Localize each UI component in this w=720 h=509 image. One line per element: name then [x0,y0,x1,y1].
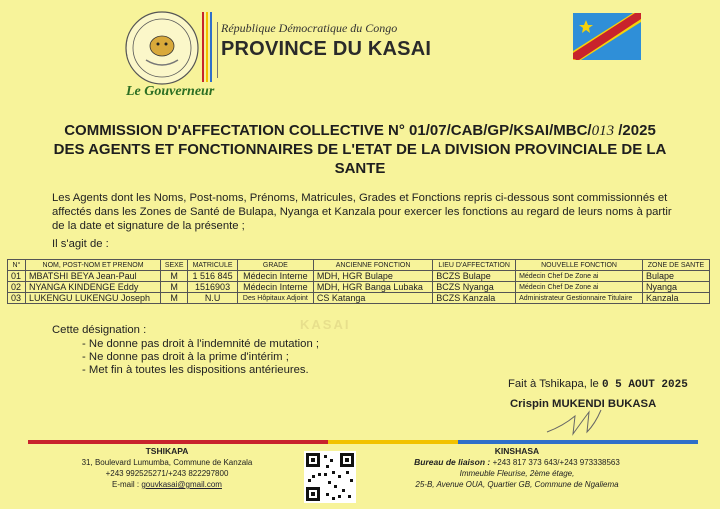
table-cell: CS Katanga [313,293,432,304]
table-cell: Médecin Chef De Zone ai [516,271,643,282]
footer-address: 31, Boulevard Lumumba, Commune de Kanzala [81,458,253,467]
list-item: - Met fin à toutes les dispositions antérieures. [82,364,319,377]
designation-label: Cette désignation : [52,324,147,336]
handwritten-number: 013 [591,123,615,139]
signatory-name: Crispin MUKENDI BUKASA [510,398,657,410]
footer-address: 25-B, Avenue OUA, Quartier GB, Commune de Ngaliema [415,480,619,489]
column-header: N° [8,260,26,271]
republic-name: République Démocratique du Congo [221,21,398,35]
footer-bar-blue [458,440,698,444]
province-name: PROVINCE DU KASAI [221,38,432,60]
email-link[interactable]: gouvkasai@gmail.com [141,480,222,489]
table-cell: Médecin Chef De Zone ai [516,282,643,293]
list-item: - Ne donne pas droit à l'indemnité de mutation ; [82,338,319,351]
column-header: MATRICULE [188,260,238,271]
table-cell: MDH, HGR Banga Lubaka [313,282,432,293]
document-title-line3: SANTE [334,160,386,177]
table-cell: Nyanga [642,282,709,293]
qr-code-icon [304,451,356,503]
table-cell: Des Hôpitaux Adjoint [237,293,313,304]
list-lead: Il s'agit de : [52,238,109,250]
list-item: - Ne donne pas droit à la prime d'intérim ; [82,351,319,364]
table-cell: 01 [8,271,26,282]
table-cell: BCZS Bulape [433,271,516,282]
column-header: SEXE [161,260,188,271]
governor-label: Le Gouverneur [126,84,215,99]
table-cell: 03 [8,293,26,304]
footer-tshikapa: TSHIKAPA 31, Boulevard Lumumba, Commune de Kanzala +243 992525271/+243 822297800 E-mail : gouvkasai@gmail.com [81,446,253,489]
footer-phones: +243 992525271/+243 822297800 [105,469,229,478]
column-header: NOM, POST-NOM ET PRENOM [25,260,160,271]
table-header-row [8,260,710,271]
table-cell: M [161,282,188,293]
table-cell: Médecin Interne [237,282,313,293]
table-cell: 02 [8,282,26,293]
table-row [8,282,710,293]
footer-kinshasa: KINSHASA Bureau de liaison : +243 817 373 643/+243 973338563 Immeuble Fleurise, 2ème étage, 25-B, Avenue OUA, Quartier GB, Commune de Ngaliema [414,446,620,489]
footer-bar-red [28,440,328,444]
signature-date: 0 5 AOUT 2025 [601,379,688,391]
watermark: KASAI [300,317,351,332]
table-row [8,293,710,304]
designation-list [82,338,319,377]
table-cell: Administrateur Gestionnaire Titulaire [516,293,643,304]
column-header: NOUVELLE FONCTION [516,260,643,271]
footer-city: KINSHASA [494,446,540,456]
provincial-seal-icon [116,8,214,88]
table-cell: M [161,271,188,282]
footer-city: TSHIKAPA [145,446,189,456]
table-cell: NYANGA KINDENGE Eddy [25,282,160,293]
drc-flag-icon [573,13,641,60]
agents-table [7,259,710,304]
place-date-line: Fait à Tshikapa, le 0 5 AOUT 2025 [508,378,688,391]
column-header: ZONE DE SANTE [642,260,709,271]
table-cell: Médecin Interne [237,271,313,282]
table-cell: N.U [188,293,238,304]
header-divider [217,22,218,78]
document-title-line2: DES AGENTS ET FONCTIONNAIRES DE L'ETAT DE LA DIVISION PROVINCIALE DE LA [53,141,667,158]
table-cell: 1516903 [188,282,238,293]
column-header: ANCIENNE FONCTION [313,260,432,271]
footer-building: Immeuble Fleurise, 2ème étage, [459,469,575,478]
footer-bar-yellow [328,440,458,444]
table-cell: 1 516 845 [188,271,238,282]
footer-phones: +243 817 373 643/+243 973338563 [492,458,620,467]
table-cell: Bulape [642,271,709,282]
document-title-line1: COMMISSION D'AFFECTATION COLLECTIVE N° 01/07/CAB/GP/KSAI/MBC/013 /2025 [64,122,656,139]
table-cell: M [161,293,188,304]
signature-mark [543,402,613,438]
table-cell: BCZS Kanzala [433,293,516,304]
table-cell: BCZS Nyanga [433,282,516,293]
intro-paragraph: Les Agents dont les Noms, Post-noms, Prénoms, Matricules, Grades et Fonctions repris ci-dessous sont commissionnés et affectés dans les Zones de Santé de Bulapa, Nyanga et Kanzala pour exercer les fonctions au regard de leurs noms à partir de la date et signature de la présente ; [52,192,672,232]
table-row [8,271,710,282]
table-cell: MBATSHI BEYA Jean-Paul [25,271,160,282]
column-header: LIEU D'AFFECTATION [433,260,516,271]
column-header: GRADE [237,260,313,271]
table-cell: Kanzala [642,293,709,304]
table-cell: LUKENGU LUKENGU Joseph [25,293,160,304]
table-cell: MDH, HGR Bulape [313,271,432,282]
